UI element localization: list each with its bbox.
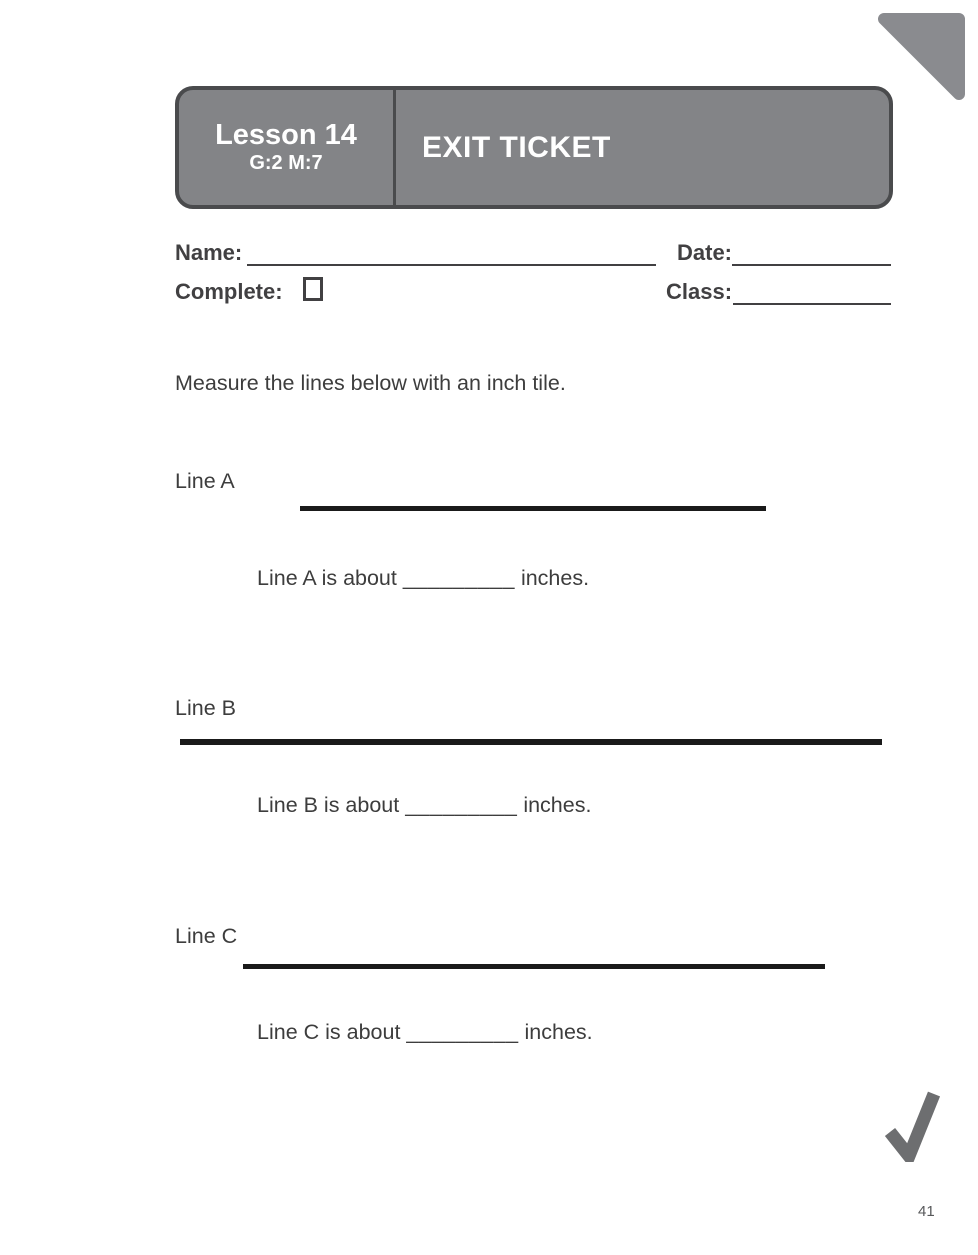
line-c-answer-blank: _________ [406, 1020, 519, 1044]
line-c-answer-prefix: Line C is about [257, 1020, 407, 1044]
class-label: Class: [666, 279, 733, 304]
line-a-segment [300, 506, 766, 511]
complete-label: Complete: [175, 279, 283, 304]
date-blank-line [732, 240, 891, 266]
lesson-label: Lesson 14 [215, 118, 357, 151]
name-blank-line [247, 240, 656, 266]
line-a-label: Line A [175, 469, 235, 493]
line-a-answer-suffix: inches. [514, 566, 590, 590]
line-c-answer-suffix: inches. [518, 1020, 593, 1044]
class-blank-line [733, 279, 891, 305]
header-banner [175, 86, 893, 209]
grade-module-label: G:2 M:7 [249, 152, 323, 175]
instruction-text: Measure the lines below with an inch tile. [175, 371, 566, 395]
page-number: 41 [918, 1203, 935, 1220]
line-b-answer-prefix: Line B is about [257, 793, 406, 817]
date-label: Date: [677, 240, 733, 265]
name-label: Name: [175, 240, 243, 265]
page-title: EXIT TICKET [422, 130, 611, 164]
header-title-section [396, 90, 889, 205]
line-b-answer-blank: _________ [405, 793, 518, 817]
line-c-segment [243, 964, 825, 969]
line-b-label: Line B [175, 696, 236, 720]
line-b-answer-sentence [257, 793, 591, 818]
line-a-answer-sentence [257, 566, 589, 591]
line-c-label: Line C [175, 924, 238, 948]
line-c-answer-sentence [257, 1020, 593, 1045]
line-a-answer-blank: _________ [402, 566, 515, 590]
checkmark-icon [884, 1090, 940, 1162]
line-b-answer-suffix: inches. [517, 793, 592, 817]
lesson-badge [179, 90, 396, 205]
complete-checkbox [303, 277, 323, 301]
line-a-answer-prefix: Line A is about [257, 566, 403, 590]
line-b-segment [180, 739, 882, 745]
